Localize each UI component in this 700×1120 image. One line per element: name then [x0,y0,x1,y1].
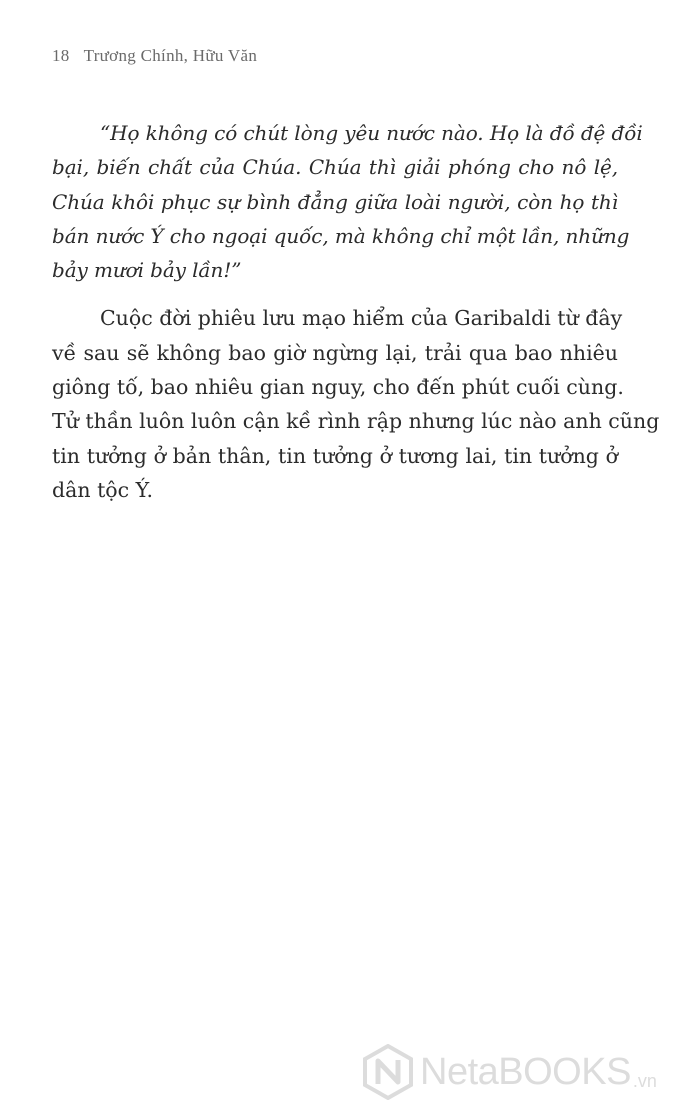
narrative-line: dân tộc Ý. [52,477,154,502]
narrative-line: giông tố, bao nhiêu gian nguy, cho đến phút cuối cùng. [52,375,624,400]
narrative-line: Cuộc đời phiêu lưu mạo hiểm của Garibaldi từ đây [100,306,623,331]
quote-line: bại, biến chất của Chúa. Chúa thì giải phóng cho nô lệ, [52,155,618,180]
running-header [52,46,257,66]
page-number: 18 [52,46,70,65]
netabooks-watermark [362,1044,657,1100]
watermark-brand: NetaBOOKS [420,1050,631,1093]
watermark-suffix: .vn [632,1071,657,1091]
narrative-paragraph [52,301,660,507]
quote-line: bảy mươi bảy lần!” [52,258,242,283]
quote-paragraph [52,116,643,287]
quote-line: bán nước Ý cho ngoại quốc, mà không chỉ một lần, những [52,223,630,248]
narrative-line: về sau sẽ không bao giờ ngừng lại, trải qua bao nhiêu [52,340,618,365]
quote-line: Chúa khôi phục sự bình đẳng giữa loài người, còn họ thì [52,189,618,214]
netabooks-logo-icon [362,1044,414,1100]
quote-line: “Họ không có chút lòng yêu nước nào. Họ là đồ đệ đồi [100,121,643,145]
narrative-line: Tử thần luôn luôn cận kề rình rập nhưng lúc nào anh cũng [52,409,660,434]
page-body [52,116,660,507]
header-authors: Trương Chính, Hữu Văn [83,46,258,65]
narrative-line: tin tưởng ở bản thân, tin tưởng ở tương lai, tin tưởng ở [52,443,618,468]
